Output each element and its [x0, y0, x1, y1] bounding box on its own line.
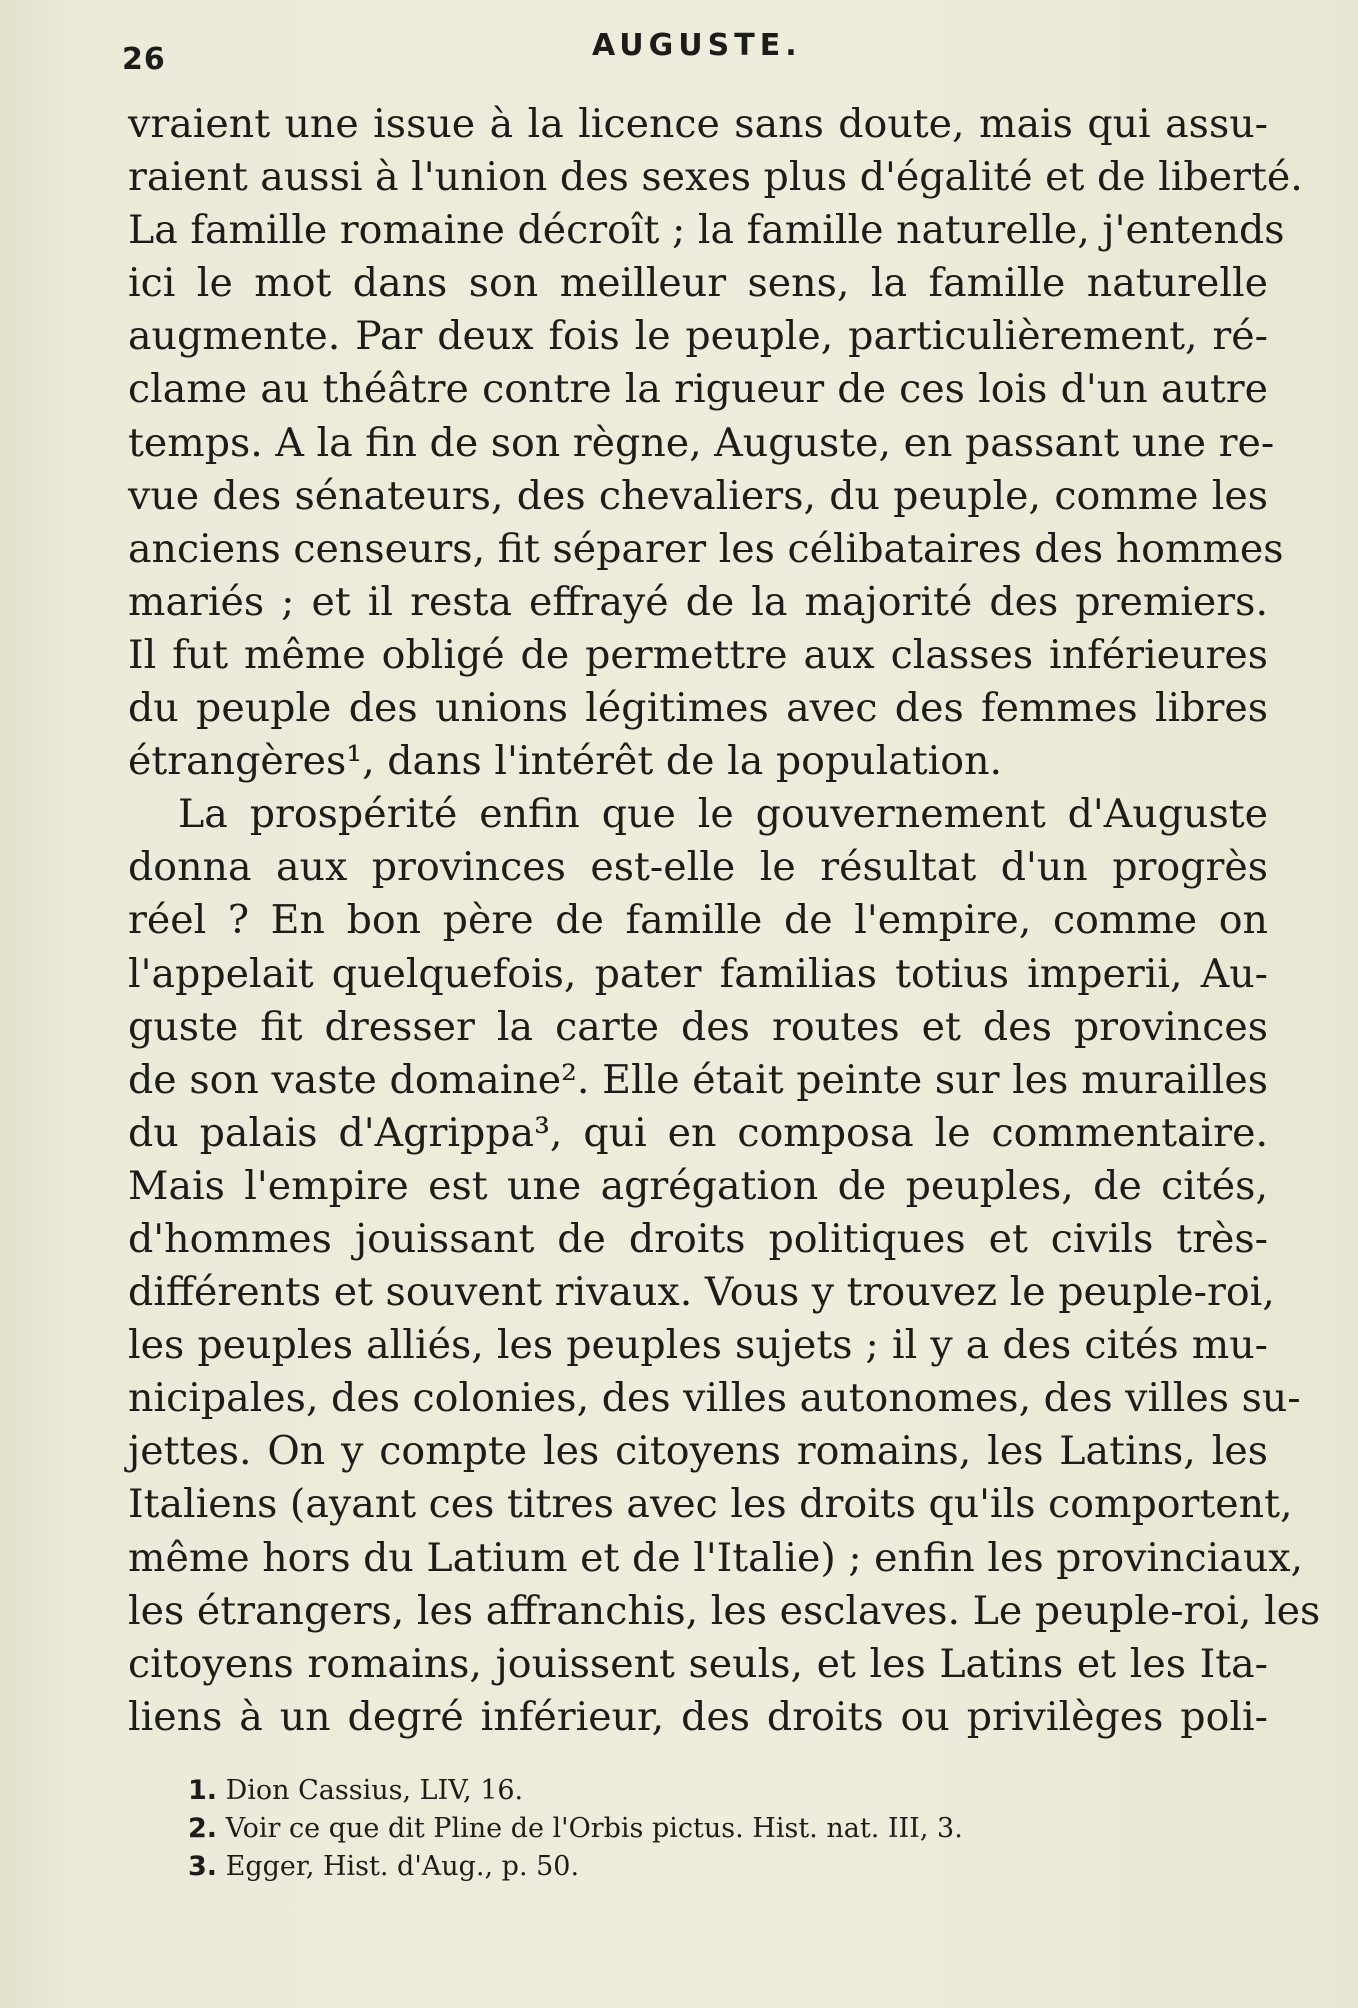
footnote-text: Dion Cassius, LIV, 16.	[225, 1775, 524, 1806]
body-text	[128, 98, 1321, 1744]
text-line: les peuples alliés, les peuples sujets ; il y a des cités mu-	[128, 1322, 1268, 1369]
footnotes	[188, 1772, 1188, 1886]
text-line: augmente. Par deux fois le peuple, particulièrement, ré-	[128, 313, 1268, 360]
running-title: AUGUSTE.	[592, 28, 802, 63]
text-line: donna aux provinces est-elle le résultat d'un progrès	[128, 844, 1268, 891]
text-line: de son vaste domaine². Elle était peinte sur les murailles	[128, 1056, 1268, 1103]
text-line: anciens censeurs, fit séparer les célibataires des hommes	[128, 525, 1284, 572]
text-line: guste fit dresser la carte des routes et des provinces	[128, 1003, 1268, 1050]
text-line: clame au théâtre contre la rigueur de ces lois d'un autre	[128, 366, 1268, 413]
footnote	[188, 1810, 1188, 1848]
text-line: citoyens romains, jouissent seuls, et les Latins et les Ita-	[128, 1640, 1268, 1687]
text-line: du palais d'Agrippa³, qui en composa le commentaire.	[128, 1109, 1268, 1156]
page-number: 26	[122, 42, 166, 77]
text-line: La prospérité enfin que le gouvernement d'Auguste	[178, 791, 1268, 838]
text-line: ici le mot dans son meilleur sens, la famille naturelle	[128, 260, 1268, 307]
text-line: jettes. On y compte les citoyens romains, les Latins, les	[128, 1428, 1268, 1475]
text-line: étrangères¹, dans l'intérêt de la population.	[128, 738, 1003, 785]
text-line: La famille romaine décroît ; la famille naturelle, j'entends	[128, 207, 1285, 254]
footnote	[188, 1848, 1188, 1886]
footnote-number: 1.	[188, 1775, 218, 1806]
text-line: différents et souvent rivaux. Vous y trouvez le peuple-roi,	[128, 1269, 1275, 1316]
footnote	[188, 1772, 1188, 1810]
page-header	[122, 24, 1272, 77]
text-line: d'hommes jouissant de droits politiques et civils très-	[128, 1215, 1268, 1262]
text-line: nicipales, des colonies, des villes autonomes, des villes su-	[128, 1375, 1301, 1422]
text-line: mariés ; et il resta effrayé de la majorité des premiers.	[128, 578, 1268, 625]
footnote-number: 2.	[188, 1813, 218, 1844]
text-line: vue des sénateurs, des chevaliers, du peuple, comme les	[128, 472, 1268, 519]
text-line: raient aussi à l'union des sexes plus d'égalité et de liberté.	[128, 154, 1303, 201]
text-line: même hors du Latium et de l'Italie) ; enfin les provinciaux,	[128, 1534, 1304, 1581]
text-line: vraient une issue à la licence sans doute, mais qui assu-	[128, 101, 1268, 147]
footnote-text: Egger, Hist. d'Aug., p. 50.	[225, 1851, 580, 1882]
text-line: temps. A la fin de son règne, Auguste, en passant une re-	[128, 419, 1275, 466]
text-line: Italiens (ayant ces titres avec les droits qu'ils comportent,	[128, 1481, 1293, 1528]
text-line: Mais l'empire est une agrégation de peuples, de cités,	[128, 1162, 1268, 1209]
text-line: Il fut même obligé de permettre aux classes inférieures	[128, 631, 1268, 678]
text-line: réel ? En bon père de famille de l'empire, comme on	[128, 897, 1268, 944]
footnote-text: Voir ce que dit Pline de l'Orbis pictus. Hist. nat. III, 3.	[225, 1813, 963, 1844]
text-line: l'appelait quelquefois, pater familias totius imperii, Au-	[128, 950, 1268, 997]
text-line: les étrangers, les affranchis, les esclaves. Le peuple-roi, les	[128, 1587, 1321, 1634]
text-line: liens à un degré inférieur, des droits ou privilèges poli-	[128, 1693, 1268, 1740]
footnote-number: 3.	[188, 1851, 218, 1882]
text-line: du peuple des unions légitimes avec des femmes libres	[128, 685, 1268, 732]
